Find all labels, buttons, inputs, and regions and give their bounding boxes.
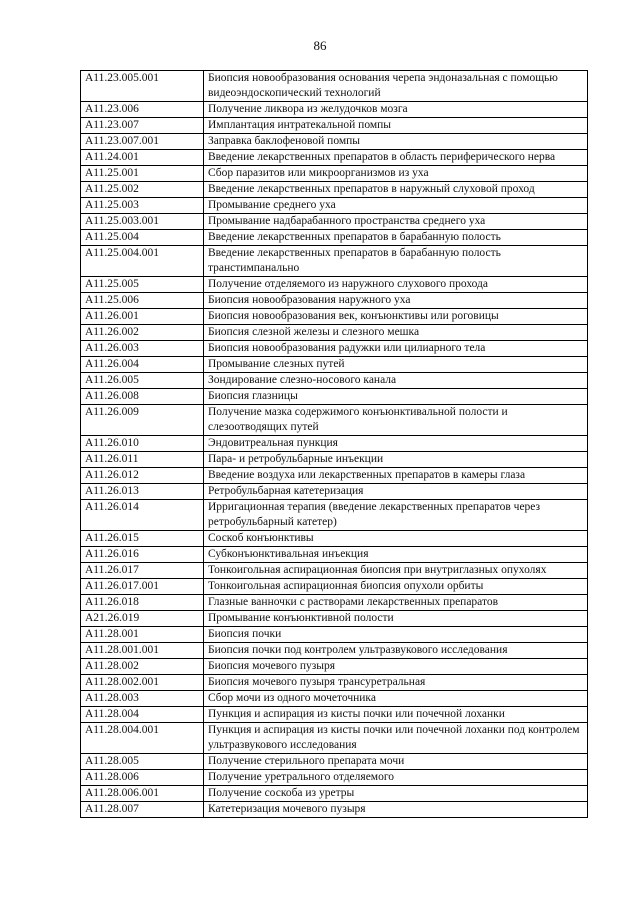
table-row	[81, 723, 588, 754]
service-name-cell: Введение лекарственных препаратов в барабанную полость транстимпанально	[204, 246, 588, 277]
service-name-cell: Биопсия новообразования радужки или цилиарного тела	[204, 341, 588, 357]
service-code-cell: A11.28.004.001	[81, 723, 204, 754]
service-code-cell: A11.26.005	[81, 373, 204, 389]
service-code-cell: A11.28.001.001	[81, 643, 204, 659]
service-name-cell: Введение лекарственных препаратов в область периферического нерва	[204, 150, 588, 166]
service-code-cell: A11.26.003	[81, 341, 204, 357]
service-name-cell: Получение отделяемого из наружного слухового прохода	[204, 277, 588, 293]
service-code-cell: A11.26.014	[81, 500, 204, 531]
table-row	[81, 277, 588, 293]
service-name-cell: Субконъюнктивальная инъекция	[204, 547, 588, 563]
service-name-cell: Промывание конъюнктивной полости	[204, 611, 588, 627]
service-name-cell: Получение соскоба из уретры	[204, 786, 588, 802]
service-name-cell: Биопсия мочевого пузыря трансуретральная	[204, 675, 588, 691]
table-row	[81, 118, 588, 134]
service-code-cell: A11.25.001	[81, 166, 204, 182]
service-code-cell: A11.25.006	[81, 293, 204, 309]
service-code-cell: A11.26.013	[81, 484, 204, 500]
service-name-cell: Биопсия новообразования век, конъюнктивы или роговицы	[204, 309, 588, 325]
service-name-cell: Промывание слезных путей	[204, 357, 588, 373]
service-name-cell: Биопсия новообразования наружного уха	[204, 293, 588, 309]
service-name-cell: Получение мазка содержимого конъюнктивальной полости и слезоотводящих путей	[204, 405, 588, 436]
table-row	[81, 547, 588, 563]
table-row	[81, 198, 588, 214]
table-row	[81, 770, 588, 786]
service-name-cell: Катетеризация мочевого пузыря	[204, 802, 588, 818]
table-row	[81, 579, 588, 595]
service-code-cell: A11.28.001	[81, 627, 204, 643]
table-row	[81, 675, 588, 691]
service-name-cell: Сбор мочи из одного мочеточника	[204, 691, 588, 707]
service-code-cell: A11.25.005	[81, 277, 204, 293]
service-name-cell: Зондирование слезно-носового канала	[204, 373, 588, 389]
service-code-cell: A11.26.012	[81, 468, 204, 484]
table-row	[81, 309, 588, 325]
service-code-cell: A11.26.002	[81, 325, 204, 341]
service-name-cell: Получение уретрального отделяемого	[204, 770, 588, 786]
service-code-cell: A11.25.002	[81, 182, 204, 198]
table-row	[81, 134, 588, 150]
table-row	[81, 436, 588, 452]
service-name-cell: Промывание надбарабанного пространства среднего уха	[204, 214, 588, 230]
table-row	[81, 754, 588, 770]
service-code-cell: A11.26.008	[81, 389, 204, 405]
service-name-cell: Введение воздуха или лекарственных препаратов в камеры глаза	[204, 468, 588, 484]
table-row	[81, 293, 588, 309]
service-codes-table	[80, 70, 588, 818]
service-name-cell: Тонкоигольная аспирационная биопсия при внутриглазных опухолях	[204, 563, 588, 579]
service-code-cell: A11.26.011	[81, 452, 204, 468]
table-row	[81, 786, 588, 802]
table-row	[81, 325, 588, 341]
service-name-cell: Заправка баклофеновой помпы	[204, 134, 588, 150]
table-row	[81, 246, 588, 277]
table-row	[81, 659, 588, 675]
service-code-cell: A11.28.004	[81, 707, 204, 723]
service-name-cell: Биопсия новообразования основания черепа эндоназальная с помощью видеоэндоскопический технологий	[204, 71, 588, 102]
service-code-cell: A11.28.005	[81, 754, 204, 770]
table-row	[81, 373, 588, 389]
service-code-cell: A11.26.001	[81, 309, 204, 325]
service-name-cell: Биопсия почки	[204, 627, 588, 643]
table-row	[81, 531, 588, 547]
table-row	[81, 484, 588, 500]
service-name-cell: Пункция и аспирация из кисты почки или почечной лоханки	[204, 707, 588, 723]
service-name-cell: Соскоб конъюнктивы	[204, 531, 588, 547]
service-code-cell: A11.28.006	[81, 770, 204, 786]
service-name-cell: Имплантация интратекальной помпы	[204, 118, 588, 134]
service-code-cell: A11.26.015	[81, 531, 204, 547]
service-name-cell: Введение лекарственных препаратов в барабанную полость	[204, 230, 588, 246]
service-code-cell: A11.23.006	[81, 102, 204, 118]
service-code-cell: A11.28.007	[81, 802, 204, 818]
service-code-cell: A11.26.009	[81, 405, 204, 436]
table-row	[81, 182, 588, 198]
service-code-cell: A11.23.005.001	[81, 71, 204, 102]
service-name-cell: Промывание среднего уха	[204, 198, 588, 214]
service-code-cell: A11.25.003.001	[81, 214, 204, 230]
table-row	[81, 468, 588, 484]
service-name-cell: Получение стерильного препарата мочи	[204, 754, 588, 770]
service-name-cell: Ирригационная терапия (введение лекарственных препаратов через ретробульбарный катетер)	[204, 500, 588, 531]
table-row	[81, 214, 588, 230]
service-name-cell: Биопсия слезной железы и слезного мешка	[204, 325, 588, 341]
service-code-cell: A21.26.019	[81, 611, 204, 627]
service-code-cell: A11.28.006.001	[81, 786, 204, 802]
service-name-cell: Пара- и ретробульбарные инъекции	[204, 452, 588, 468]
service-code-cell: A11.26.016	[81, 547, 204, 563]
service-code-cell: A11.26.004	[81, 357, 204, 373]
service-name-cell: Глазные ванночки с растворами лекарственных препаратов	[204, 595, 588, 611]
table-row	[81, 150, 588, 166]
service-code-cell: A11.24.001	[81, 150, 204, 166]
table-row	[81, 563, 588, 579]
service-name-cell: Биопсия почки под контролем ультразвукового исследования	[204, 643, 588, 659]
service-code-cell: A11.25.004.001	[81, 246, 204, 277]
table-row	[81, 691, 588, 707]
table-row	[81, 71, 588, 102]
table-row	[81, 230, 588, 246]
table-row	[81, 707, 588, 723]
table-row	[81, 643, 588, 659]
service-code-cell: A11.28.002	[81, 659, 204, 675]
table-row	[81, 405, 588, 436]
table-body	[81, 71, 588, 818]
service-code-cell: A11.26.010	[81, 436, 204, 452]
service-name-cell: Ретробульбарная катетеризация	[204, 484, 588, 500]
service-code-cell: A11.26.018	[81, 595, 204, 611]
table-row	[81, 452, 588, 468]
table-row	[81, 802, 588, 818]
service-name-cell: Эндовитреальная пункция	[204, 436, 588, 452]
service-name-cell: Пункция и аспирация из кисты почки или почечной лоханки под контролем ультразвукового исследования	[204, 723, 588, 754]
table-row	[81, 102, 588, 118]
service-code-cell: A11.28.003	[81, 691, 204, 707]
service-code-cell: A11.26.017	[81, 563, 204, 579]
service-code-cell: A11.23.007	[81, 118, 204, 134]
table-row	[81, 166, 588, 182]
service-name-cell: Тонкоигольная аспирационная биопсия опухоли орбиты	[204, 579, 588, 595]
service-code-cell: A11.25.004	[81, 230, 204, 246]
table-row	[81, 627, 588, 643]
table-row	[81, 389, 588, 405]
service-name-cell: Биопсия глазницы	[204, 389, 588, 405]
service-code-cell: A11.23.007.001	[81, 134, 204, 150]
service-name-cell: Введение лекарственных препаратов в наружный слуховой проход	[204, 182, 588, 198]
service-name-cell: Сбор паразитов или микроорганизмов из уха	[204, 166, 588, 182]
service-name-cell: Биопсия мочевого пузыря	[204, 659, 588, 675]
service-name-cell: Получение ликвора из желудочков мозга	[204, 102, 588, 118]
table-row	[81, 341, 588, 357]
table-row	[81, 595, 588, 611]
service-code-cell: A11.28.002.001	[81, 675, 204, 691]
table-row	[81, 500, 588, 531]
table-row	[81, 357, 588, 373]
service-code-cell: A11.25.003	[81, 198, 204, 214]
service-code-cell: A11.26.017.001	[81, 579, 204, 595]
page-number: 86	[313, 38, 327, 53]
table-row	[81, 611, 588, 627]
